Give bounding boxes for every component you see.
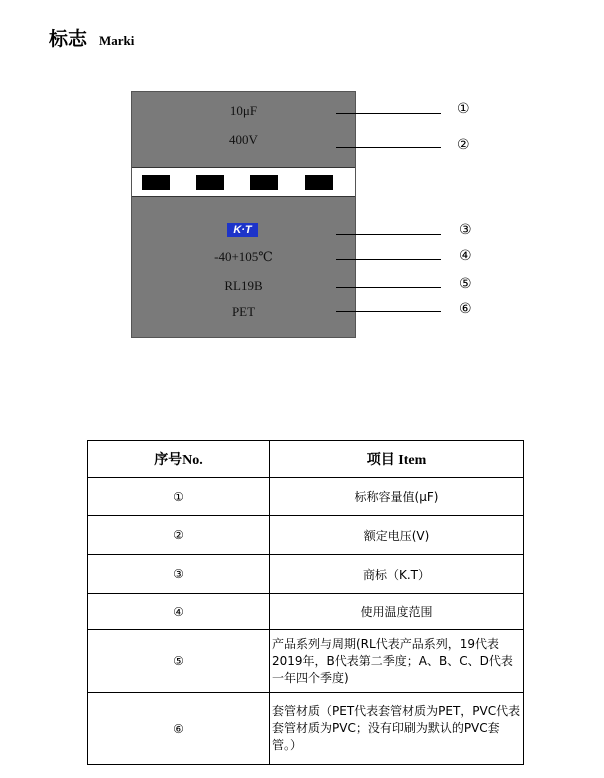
marker-1: ① xyxy=(457,101,470,117)
section-title-cn: 标志 xyxy=(49,28,88,50)
row-item: 标称容量值(μF) xyxy=(270,478,524,516)
brand-logo xyxy=(227,223,258,237)
temperature-label: -40+105℃ xyxy=(214,249,273,264)
table-row xyxy=(88,516,524,555)
table-row xyxy=(88,478,524,516)
brand-logo-text: K·T xyxy=(233,224,252,236)
band-block xyxy=(305,175,333,190)
table-header-row xyxy=(88,441,524,478)
row-item: 商标（K.T） xyxy=(270,555,524,594)
row-item: 产品系列与周期(RL代表产品系列，19代表2019年，B代表第二季度；A、B、C、D代表一年四个季度) xyxy=(270,630,524,693)
table-row xyxy=(88,693,524,765)
leader-line-2 xyxy=(336,147,441,148)
sleeve-label: PET xyxy=(231,304,256,319)
band-block xyxy=(196,175,224,190)
voltage-label: 400V xyxy=(229,132,258,147)
marker-6: ⑥ xyxy=(459,301,472,317)
marker-2: ② xyxy=(457,137,470,153)
capacitance-label: 10μF xyxy=(229,103,258,118)
marker-4: ④ xyxy=(459,248,472,264)
series-label: RL19B xyxy=(224,278,263,293)
section-title-en: Marki xyxy=(99,33,135,48)
row-no: ② xyxy=(88,516,270,555)
row-no: ④ xyxy=(88,594,270,630)
row-item: 使用温度范围 xyxy=(270,594,524,630)
band-block xyxy=(250,175,278,190)
table-row xyxy=(88,630,524,693)
row-item: 额定电压(V) xyxy=(270,516,524,555)
marking-table xyxy=(87,440,524,765)
table-row xyxy=(88,555,524,594)
section-title xyxy=(49,24,134,51)
row-item: 套管材质（PET代表套管材质为PET，PVC代表套管材质为PVC；没有印刷为默认的PVC套管。） xyxy=(270,693,524,765)
leader-line-4 xyxy=(336,259,441,260)
leader-line-1 xyxy=(336,113,441,114)
marker-3: ③ xyxy=(459,222,472,238)
capacitor-diagram xyxy=(131,91,356,338)
row-no: ① xyxy=(88,478,270,516)
band-block xyxy=(142,175,170,190)
leader-line-3 xyxy=(336,234,441,235)
row-no: ③ xyxy=(88,555,270,594)
marker-5: ⑤ xyxy=(459,276,472,292)
table-row xyxy=(88,594,524,630)
leader-line-5 xyxy=(336,287,441,288)
sleeve-band xyxy=(132,167,355,197)
row-no: ⑤ xyxy=(88,630,270,693)
header-item: 项目 Item xyxy=(270,441,524,478)
leader-line-6 xyxy=(336,311,441,312)
header-no: 序号No. xyxy=(88,441,270,478)
row-no: ⑥ xyxy=(88,693,270,765)
